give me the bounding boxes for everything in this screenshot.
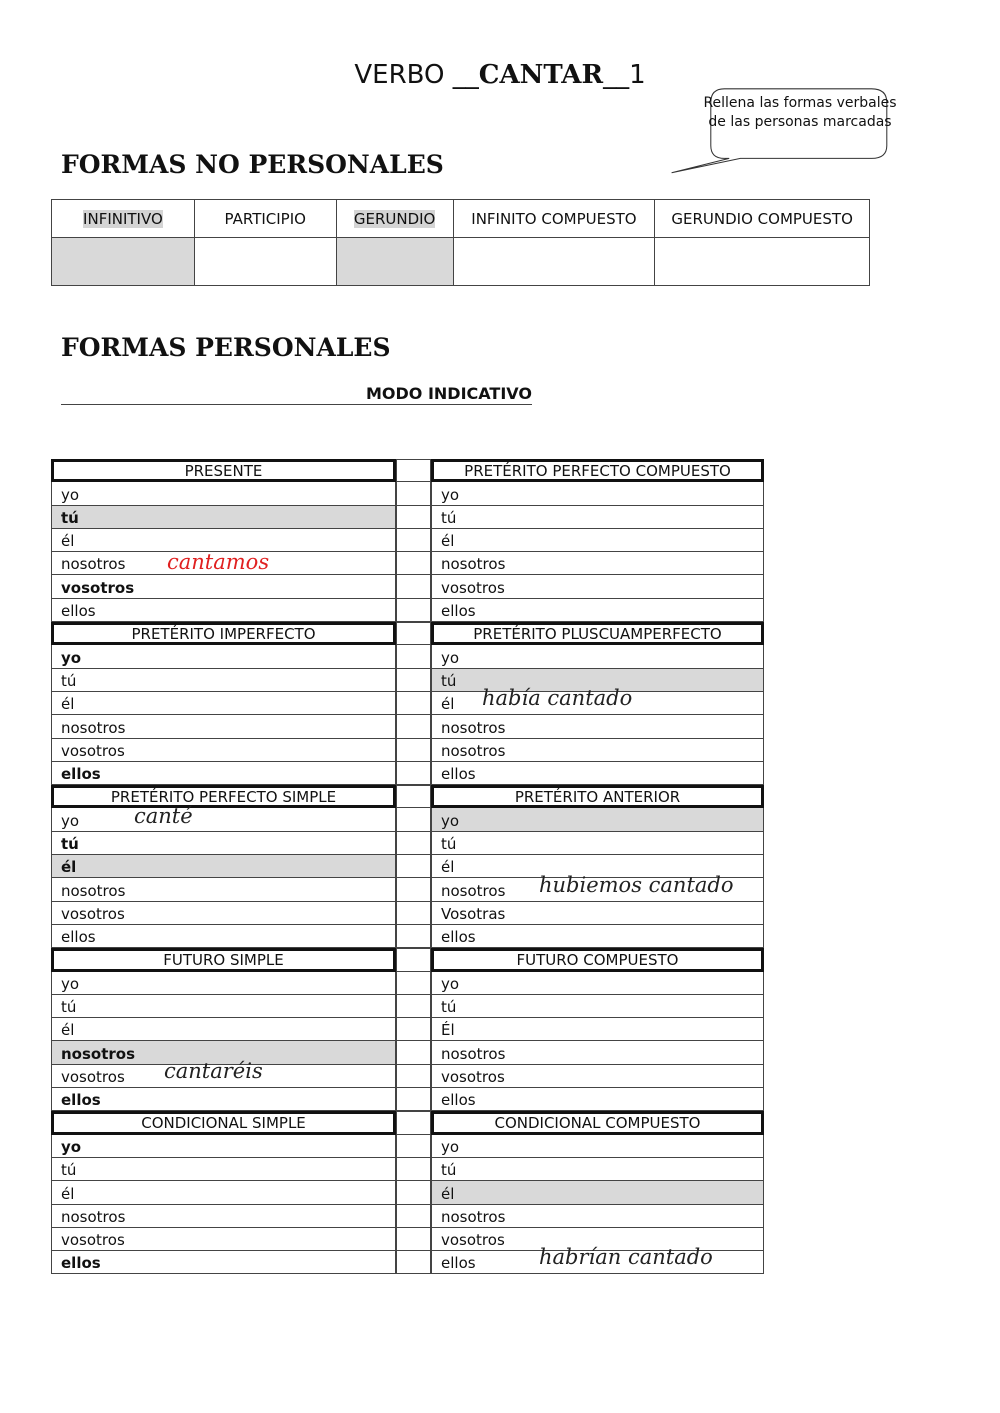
conjugation-row-futuro-compuesto-tu[interactable] [431, 995, 764, 1018]
person-label: vosotros [61, 1231, 125, 1250]
conjugation-row-futuro-compuesto-ellos[interactable] [431, 1088, 764, 1111]
page-title [0, 60, 1000, 90]
conjugation-row-presente-vosotros[interactable] [51, 575, 396, 598]
conjugation-row-presente-tu[interactable] [51, 506, 396, 529]
person-label: Él [441, 1021, 455, 1040]
person-label: tú [61, 508, 79, 527]
person-label: yo [61, 648, 82, 667]
personales-heading: FORMAS PERSONALES [61, 333, 391, 362]
title-suffix: __1 [603, 60, 646, 90]
conjugation-row-condicional-simple-tu[interactable] [51, 1158, 396, 1181]
callout-text: Rellena las formas verbales de las personas marcadas [703, 95, 897, 130]
conjugation-row-futuro-compuesto-vosotros[interactable] [431, 1065, 764, 1088]
conjugation-row-preterito-perfecto-compuesto-nosotros[interactable] [431, 552, 764, 575]
person-label: tú [61, 1161, 77, 1180]
person-label: ellos [441, 765, 476, 784]
tense-header-presente: PRESENTE [51, 459, 396, 482]
person-label: ellos [441, 602, 476, 621]
column-gap [396, 575, 431, 598]
tense-header-futuro-compuesto: FUTURO COMPUESTO [431, 948, 764, 971]
conjugation-row-condicional-simple-ellos[interactable] [51, 1251, 396, 1274]
conjugation-row-preterito-perfecto-simple-el[interactable] [51, 855, 396, 878]
person-label: ellos [61, 1254, 101, 1273]
handwritten-answer: canté [134, 804, 193, 829]
person-label: él [61, 858, 77, 877]
tense-header-preterito-perfecto-compuesto: PRETÉRITO PERFECTO COMPUESTO [431, 459, 764, 482]
person-label: él [61, 1021, 75, 1040]
column-gap [396, 715, 431, 738]
conjugation-row-preterito-pluscuamperfecto-ellos[interactable] [431, 762, 764, 785]
answer-gerundio-compuesto[interactable] [655, 238, 870, 286]
column-gap [396, 1251, 431, 1274]
conjugation-row-preterito-anterior-ellos[interactable] [431, 925, 764, 948]
col-infinito-compuesto: INFINITO COMPUESTO [453, 200, 655, 238]
column-gap [396, 506, 431, 529]
person-label: vosotros [61, 1068, 125, 1087]
person-label: tú [61, 671, 77, 690]
answer-gerundio[interactable] [336, 238, 453, 286]
conjugation-row-preterito-anterior-vosotros[interactable] [431, 902, 764, 925]
col-gerundio-compuesto: GERUNDIO COMPUESTO [655, 200, 870, 238]
person-label: yo [441, 974, 460, 993]
person-label: yo [441, 811, 460, 830]
tense-header-preterito-anterior: PRETÉRITO ANTERIOR [431, 785, 764, 808]
column-gap [396, 1111, 431, 1134]
person-label: vosotros [61, 578, 135, 597]
column-gap [396, 1228, 431, 1251]
tense-header-preterito-pluscuamperfecto: PRETÉRITO PLUSCUAMPERFECTO [431, 622, 764, 645]
person-label: tú [441, 998, 457, 1017]
column-gap [396, 1205, 431, 1228]
conjugation-row-preterito-imperfecto-ellos[interactable] [51, 762, 396, 785]
conjugation-row-preterito-perfecto-simple-nosotros[interactable] [51, 878, 396, 901]
conjugation-row-futuro-simple-tu[interactable] [51, 995, 396, 1018]
person-label: él [61, 532, 75, 551]
conjugation-row-futuro-compuesto-yo[interactable] [431, 972, 764, 995]
conjugation-row-preterito-perfecto-simple-vosotros[interactable] [51, 902, 396, 925]
conjugation-row-futuro-simple-ellos[interactable] [51, 1088, 396, 1111]
person-label: vosotros [61, 904, 125, 923]
column-gap [396, 459, 431, 482]
person-label: él [441, 695, 455, 714]
column-gap [396, 1158, 431, 1181]
title-verb: CANTAR [478, 60, 604, 90]
conjugation-row-condicional-simple-vosotros[interactable] [51, 1228, 396, 1251]
conjugation-row-preterito-perfecto-simple-tu[interactable] [51, 832, 396, 855]
conjugation-row-futuro-compuesto-nosotros[interactable] [431, 1041, 764, 1064]
person-label: él [441, 532, 455, 551]
person-label: él [61, 1184, 75, 1203]
person-label: vosotros [61, 741, 125, 760]
conjugation-row-presente-yo[interactable] [51, 482, 396, 505]
person-label: nosotros [61, 718, 126, 737]
conjugation-row-preterito-imperfecto-yo[interactable] [51, 645, 396, 668]
conjugation-row-preterito-perfecto-compuesto-yo[interactable] [431, 482, 764, 505]
column-gap [396, 529, 431, 552]
column-gap [396, 972, 431, 995]
column-gap [396, 739, 431, 762]
person-label: tú [441, 671, 457, 690]
handwritten-answer: cantamos [167, 550, 270, 575]
conjugation-row-preterito-perfecto-compuesto-vosotros[interactable] [431, 575, 764, 598]
person-label: nosotros [441, 741, 506, 760]
person-label: ellos [61, 602, 96, 621]
column-gap [396, 762, 431, 785]
person-label: ellos [441, 1254, 476, 1273]
column-gap [396, 1018, 431, 1041]
mode-heading: MODO INDICATIVO [61, 384, 532, 405]
handwritten-answer: habrían cantado [539, 1245, 713, 1270]
person-label: yo [61, 811, 80, 830]
person-label: nosotros [441, 1044, 506, 1063]
person-label: nosotros [441, 718, 506, 737]
conjugation-row-preterito-imperfecto-tu[interactable] [51, 669, 396, 692]
tense-header-preterito-imperfecto: PRETÉRITO IMPERFECTO [51, 622, 396, 645]
conjugation-row-condicional-compuesto-ellos[interactable] [431, 1245, 764, 1274]
person-label: él [441, 1184, 455, 1203]
col-infinitivo: INFINITIVO [52, 200, 195, 238]
person-label: nosotros [61, 881, 126, 900]
conjugation-row-condicional-simple-yo[interactable] [51, 1135, 396, 1158]
handwritten-answer: hubiemos cantado [539, 873, 734, 898]
column-gap [396, 808, 431, 831]
person-label: tú [61, 998, 77, 1017]
person-label: tú [61, 835, 79, 854]
column-gap [396, 622, 431, 645]
conjugation-row-futuro-simple-yo[interactable] [51, 972, 396, 995]
answer-infinito-compuesto[interactable] [453, 238, 655, 286]
no-personales-heading: FORMAS NO PERSONALES [61, 150, 444, 179]
tense-header-preterito-perfecto-simple: PRETÉRITO PERFECTO SIMPLE [51, 785, 396, 808]
conjugation-row-preterito-perfecto-compuesto-el[interactable] [431, 529, 764, 552]
column-gap [396, 1135, 431, 1158]
person-label: nosotros [61, 1207, 126, 1226]
conjugation-row-presente-ellos[interactable] [51, 599, 396, 622]
conjugation-row-preterito-anterior-nosotros[interactable] [431, 873, 764, 901]
column-gap [396, 902, 431, 925]
conjugation-row-preterito-anterior-tu[interactable] [431, 832, 764, 855]
conjugation-row-condicional-compuesto-tu[interactable] [431, 1158, 764, 1181]
person-label: nosotros [441, 1207, 506, 1226]
person-label: yo [441, 485, 460, 504]
person-label: yo [61, 1137, 82, 1156]
col-participio: PARTICIPIO [194, 200, 336, 238]
person-label: vosotros [441, 1231, 505, 1250]
conjugation-row-presente-nosotros[interactable] [51, 552, 396, 575]
person-label: vosotros [441, 1068, 505, 1087]
person-label: yo [441, 648, 460, 667]
tense-header-condicional-compuesto: CONDICIONAL COMPUESTO [431, 1111, 764, 1134]
column-gap [396, 925, 431, 948]
conjugation-row-preterito-perfecto-simple-ellos[interactable] [51, 925, 396, 948]
conjugation-row-futuro-compuesto-el[interactable] [431, 1018, 764, 1041]
person-label: vosotros [441, 578, 505, 597]
conjugation-row-preterito-anterior-yo[interactable] [431, 808, 764, 831]
column-gap [396, 948, 431, 971]
conjugation-grid [51, 459, 764, 1274]
person-label: tú [441, 835, 457, 854]
conjugation-row-preterito-perfecto-compuesto-tu[interactable] [431, 506, 764, 529]
person-label: ellos [441, 1091, 476, 1110]
person-label: nosotros [441, 881, 506, 900]
conjugation-row-condicional-compuesto-yo[interactable] [431, 1135, 764, 1158]
conjugation-row-preterito-perfecto-compuesto-ellos[interactable] [431, 599, 764, 622]
column-gap [396, 599, 431, 622]
column-gap [396, 1181, 431, 1204]
conjugation-row-condicional-compuesto-el[interactable] [431, 1181, 764, 1204]
title-prefix: VERBO __ [354, 60, 479, 90]
non-personal-forms-table [51, 199, 870, 286]
column-gap [396, 552, 431, 575]
person-label: ellos [61, 1091, 101, 1110]
column-gap [396, 482, 431, 505]
person-label: ellos [61, 928, 96, 947]
column-gap [396, 669, 431, 692]
conjugation-row-condicional-compuesto-nosotros[interactable] [431, 1205, 764, 1228]
col-gerundio: GERUNDIO [336, 200, 453, 238]
column-gap [396, 1088, 431, 1111]
conjugation-row-preterito-imperfecto-el[interactable] [51, 692, 396, 715]
person-label: ellos [61, 765, 101, 784]
person-label: yo [441, 1137, 460, 1156]
person-label: yo [61, 485, 80, 504]
conjugation-row-preterito-pluscuamperfecto-vosotros[interactable] [431, 739, 764, 762]
handwritten-answer: cantaréis [164, 1058, 263, 1083]
conjugation-row-preterito-pluscuamperfecto-el[interactable] [431, 685, 764, 715]
conjugation-row-condicional-simple-el[interactable] [51, 1181, 396, 1204]
conjugation-row-preterito-imperfecto-nosotros[interactable] [51, 715, 396, 738]
answer-participio[interactable] [194, 238, 336, 286]
column-gap [396, 1041, 431, 1064]
person-label: tú [441, 508, 457, 527]
person-label: yo [61, 974, 80, 993]
conjugation-row-futuro-simple-el[interactable] [51, 1018, 396, 1041]
answer-infinitivo[interactable] [52, 238, 195, 286]
column-gap [396, 878, 431, 901]
column-gap [396, 995, 431, 1018]
column-gap [396, 645, 431, 668]
conjugation-row-futuro-simple-vosotros[interactable] [51, 1058, 396, 1088]
handwritten-answer: había cantado [482, 685, 633, 710]
person-label: Vosotras [441, 904, 506, 923]
person-label: nosotros [441, 555, 506, 574]
conjugation-row-presente-el[interactable] [51, 529, 396, 552]
person-label: ellos [441, 928, 476, 947]
conjugation-row-condicional-simple-nosotros[interactable] [51, 1205, 396, 1228]
column-gap [396, 855, 431, 878]
column-gap [396, 1065, 431, 1088]
column-gap [396, 692, 431, 715]
conjugation-row-preterito-pluscuamperfecto-yo[interactable] [431, 645, 764, 668]
tense-header-futuro-simple: FUTURO SIMPLE [51, 948, 396, 971]
column-gap [396, 785, 431, 808]
person-label: nosotros [61, 555, 126, 574]
conjugation-row-preterito-imperfecto-vosotros[interactable] [51, 739, 396, 762]
person-label: tú [441, 1161, 457, 1180]
column-gap [396, 832, 431, 855]
conjugation-row-preterito-perfecto-simple-yo[interactable] [51, 804, 396, 831]
conjugation-row-preterito-pluscuamperfecto-nosotros[interactable] [431, 715, 764, 738]
person-label: nosotros [61, 1044, 136, 1063]
tense-header-condicional-simple: CONDICIONAL SIMPLE [51, 1111, 396, 1134]
person-label: él [61, 695, 75, 714]
person-label: él [441, 858, 455, 877]
